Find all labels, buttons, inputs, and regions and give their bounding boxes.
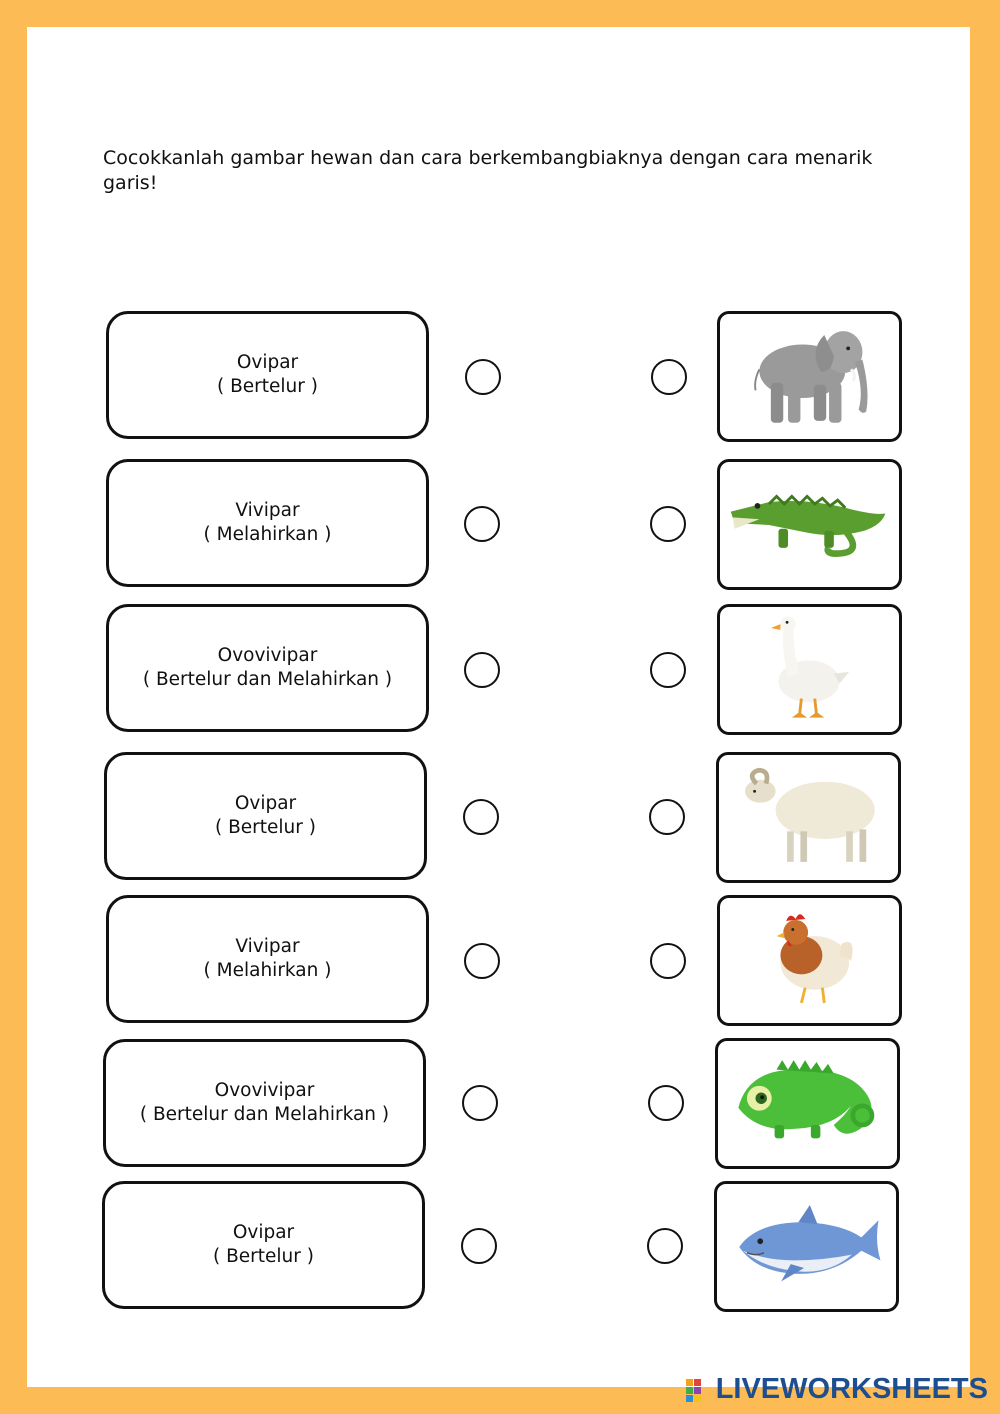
- label-box: [106, 895, 429, 1023]
- label-type: Ovipar: [234, 793, 297, 814]
- animal-card-sheep: [716, 752, 901, 883]
- animal-card-goose: [717, 604, 902, 735]
- label-box: [106, 311, 429, 439]
- label-type: Vivipar: [235, 936, 300, 957]
- left-match-dot[interactable]: [464, 506, 500, 542]
- shark-icon: [717, 1184, 896, 1309]
- sheep-icon: [719, 755, 898, 880]
- right-match-dot[interactable]: [650, 506, 686, 542]
- chicken-icon: [720, 898, 899, 1023]
- instruction-text: Cocokkanlah gambar hewan dan cara berkembangbiaknya dengan cara menarik garis!: [103, 147, 873, 194]
- label-desc: ( Bertelur dan Melahirkan ): [142, 669, 393, 690]
- label-type: Ovipar: [236, 352, 299, 373]
- label-type: Ovovivipar: [214, 1080, 315, 1101]
- left-match-dot[interactable]: [464, 943, 500, 979]
- label-type: Ovipar: [232, 1222, 295, 1243]
- animal-card-shark: [714, 1181, 899, 1312]
- right-match-dot[interactable]: [648, 1085, 684, 1121]
- goose-icon: [720, 607, 899, 732]
- label-type: Vivipar: [235, 500, 300, 521]
- chameleon-icon: [718, 1041, 897, 1166]
- left-match-dot[interactable]: [461, 1228, 497, 1264]
- footer-brand: [686, 1373, 988, 1406]
- label-desc: ( Melahirkan ): [203, 524, 332, 545]
- left-match-dot[interactable]: [465, 359, 501, 395]
- label-box: [104, 752, 427, 880]
- label-box: [103, 1039, 426, 1167]
- animal-card-elephant: [717, 311, 902, 442]
- elephant-icon: [720, 314, 899, 439]
- label-desc: ( Bertelur ): [217, 376, 318, 397]
- right-match-dot[interactable]: [651, 359, 687, 395]
- right-match-dot[interactable]: [650, 652, 686, 688]
- animal-card-chameleon: [715, 1038, 900, 1169]
- crocodile-icon: [720, 462, 899, 587]
- animal-card-chicken: [717, 895, 902, 1026]
- left-match-dot[interactable]: [463, 799, 499, 835]
- label-box: [106, 459, 429, 587]
- label-desc: ( Bertelur dan Melahirkan ): [139, 1104, 390, 1125]
- liveworksheets-logo-icon: [686, 1377, 712, 1403]
- label-type: Ovovivipar: [217, 645, 318, 666]
- label-desc: ( Bertelur ): [215, 817, 316, 838]
- left-match-dot[interactable]: [462, 1085, 498, 1121]
- right-match-dot[interactable]: [650, 943, 686, 979]
- animal-card-crocodile: [717, 459, 902, 590]
- left-match-dot[interactable]: [464, 652, 500, 688]
- right-match-dot[interactable]: [649, 799, 685, 835]
- label-desc: ( Melahirkan ): [203, 960, 332, 981]
- label-box: [102, 1181, 425, 1309]
- brand-name: LIVEWORKSHEETS: [715, 1373, 988, 1405]
- label-box: [106, 604, 429, 732]
- label-desc: ( Bertelur ): [213, 1246, 314, 1267]
- right-match-dot[interactable]: [647, 1228, 683, 1264]
